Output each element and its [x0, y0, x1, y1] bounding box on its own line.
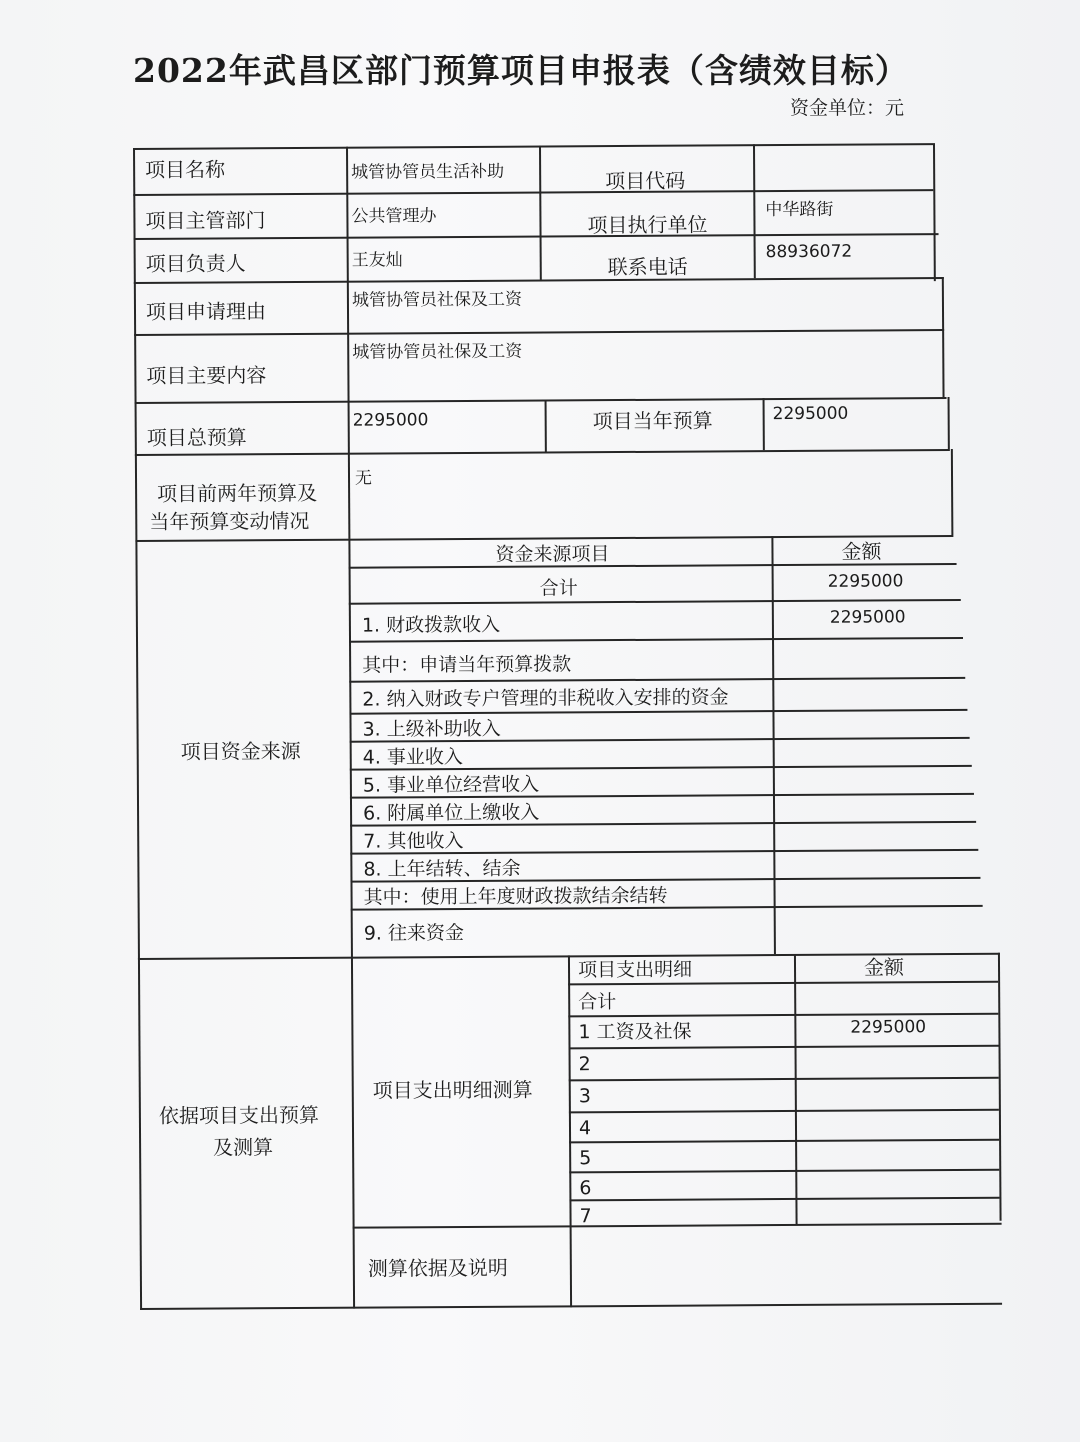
expense-row-item: 2 [578, 1053, 591, 1076]
col-divider [568, 955, 572, 1307]
expense-row-amount: 2295000 [850, 1017, 927, 1038]
row-divider [569, 1045, 999, 1050]
funding-row-item: 2. 纳入财政专户管理的非税收入安排的资金 [362, 686, 729, 711]
col-divider [346, 147, 350, 539]
funding-row-item: 4. 事业收入 [362, 745, 463, 769]
expense-row-item: 4 [578, 1117, 592, 1140]
funding-row-item: 5. 事业单位经营收入 [362, 773, 540, 797]
document-title: 2022年武昌区部门预算项目申报表（含绩效目标） [133, 51, 909, 90]
application-form-table [133, 143, 1002, 1310]
reason-value: 城管协管员社保及工资 [351, 289, 522, 311]
table-border-right [998, 953, 1002, 1221]
funding-col-item: 资金来源项目 [495, 543, 610, 566]
content-value: 城管协管员社保及工资 [352, 341, 523, 363]
funding-row-item: 其中：使用上年度财政拨款结余结转 [363, 884, 668, 909]
expense-detail-label: 项目支出明细测算 [372, 1077, 533, 1103]
exec-unit-value: 中华路街 [765, 199, 834, 221]
expense-col-item: 项目支出明细 [577, 958, 693, 982]
col-divider [539, 146, 542, 280]
funding-row-item: 3. 上级补助收入 [362, 717, 501, 741]
currency-unit: 资金单位：元 [790, 97, 905, 119]
row-divider [569, 1077, 999, 1082]
expense-section-label-line1: 依据项目支出预算 [158, 1102, 319, 1128]
table-border-right [951, 449, 954, 535]
total-budget-label: 项目总预算 [146, 425, 247, 450]
row-divider [133, 189, 933, 196]
project-code-label: 项目代码 [605, 168, 686, 194]
exec-unit-label: 项目执行单位 [587, 212, 708, 238]
leader-value: 王友灿 [351, 250, 403, 271]
row-divider [353, 1223, 1002, 1229]
row-divider [135, 535, 953, 542]
reason-label: 项目申请理由 [145, 299, 267, 324]
funding-row-item: 9. 往来资金 [363, 921, 465, 945]
basis-label: 测算依据及说明 [367, 1255, 508, 1281]
funding-row-item: 6. 附属单位上缴收入 [363, 801, 540, 825]
table-border-left [133, 148, 142, 1310]
funding-row-item: 1. 财政拨款收入 [361, 613, 501, 637]
funding-row-item: 8. 上年结转、结余 [363, 857, 521, 881]
funding-row-amount: 2295000 [829, 607, 906, 628]
project-name-label: 项目名称 [145, 157, 226, 182]
row-divider [568, 1013, 998, 1018]
project-name-value: 城管协管员生活补助 [351, 161, 505, 183]
row-divider [349, 599, 961, 605]
table-border-right [948, 397, 950, 449]
funding-row-amount: 2295000 [827, 571, 904, 592]
expense-row-item: 7 [579, 1205, 592, 1228]
change-label-line2: 当年预算变动情况 [149, 508, 310, 534]
dept-label: 项目主管部门 [145, 208, 266, 233]
row-divider [569, 1139, 999, 1144]
row-divider [569, 1197, 999, 1202]
change-label-line1: 项目前两年预算及 [157, 480, 318, 506]
row-divider [135, 449, 950, 456]
change-value: 无 [354, 468, 373, 489]
phone-value: 88936072 [765, 241, 853, 263]
expense-row-item: 1 工资及社保 [578, 1020, 692, 1044]
expense-row-item: 5 [579, 1147, 592, 1170]
col-divider [763, 398, 765, 450]
col-divider [348, 539, 355, 1309]
col-divider [545, 399, 547, 451]
funding-row-item: 其中：申请当年预算拨款 [362, 653, 572, 677]
row-divider [134, 233, 939, 240]
funding-row-item: 7. 其他收入 [363, 829, 464, 853]
funding-section-label: 项目资金来源 [180, 738, 301, 764]
total-budget-value: 2295000 [352, 410, 429, 431]
expense-col-amount: 金额 [863, 955, 905, 980]
expense-row-item: 合计 [578, 991, 617, 1014]
content-label: 项目主要内容 [146, 363, 267, 388]
row-divider [134, 329, 944, 336]
year-budget-label: 项目当年预算 [592, 408, 713, 434]
row-divider [569, 1169, 999, 1174]
table-border-top [133, 143, 933, 150]
funding-row-item: 合计 [539, 577, 578, 600]
expense-row-item: 6 [579, 1177, 592, 1200]
row-divider [569, 1109, 999, 1114]
table-border-right [933, 143, 936, 281]
phone-label: 联系电话 [607, 254, 688, 280]
table-border-right [942, 277, 945, 397]
year-budget-value: 2295000 [772, 403, 849, 425]
col-divider [753, 144, 756, 278]
leader-label: 项目负责人 [145, 251, 246, 276]
expense-row-item: 3 [578, 1085, 591, 1108]
expense-section-label-line2: 及测算 [213, 1135, 274, 1160]
col-divider [771, 536, 776, 954]
col-divider [794, 954, 798, 1224]
dept-value: 公共管理办 [351, 206, 437, 227]
funding-col-amount: 金额 [841, 539, 882, 564]
